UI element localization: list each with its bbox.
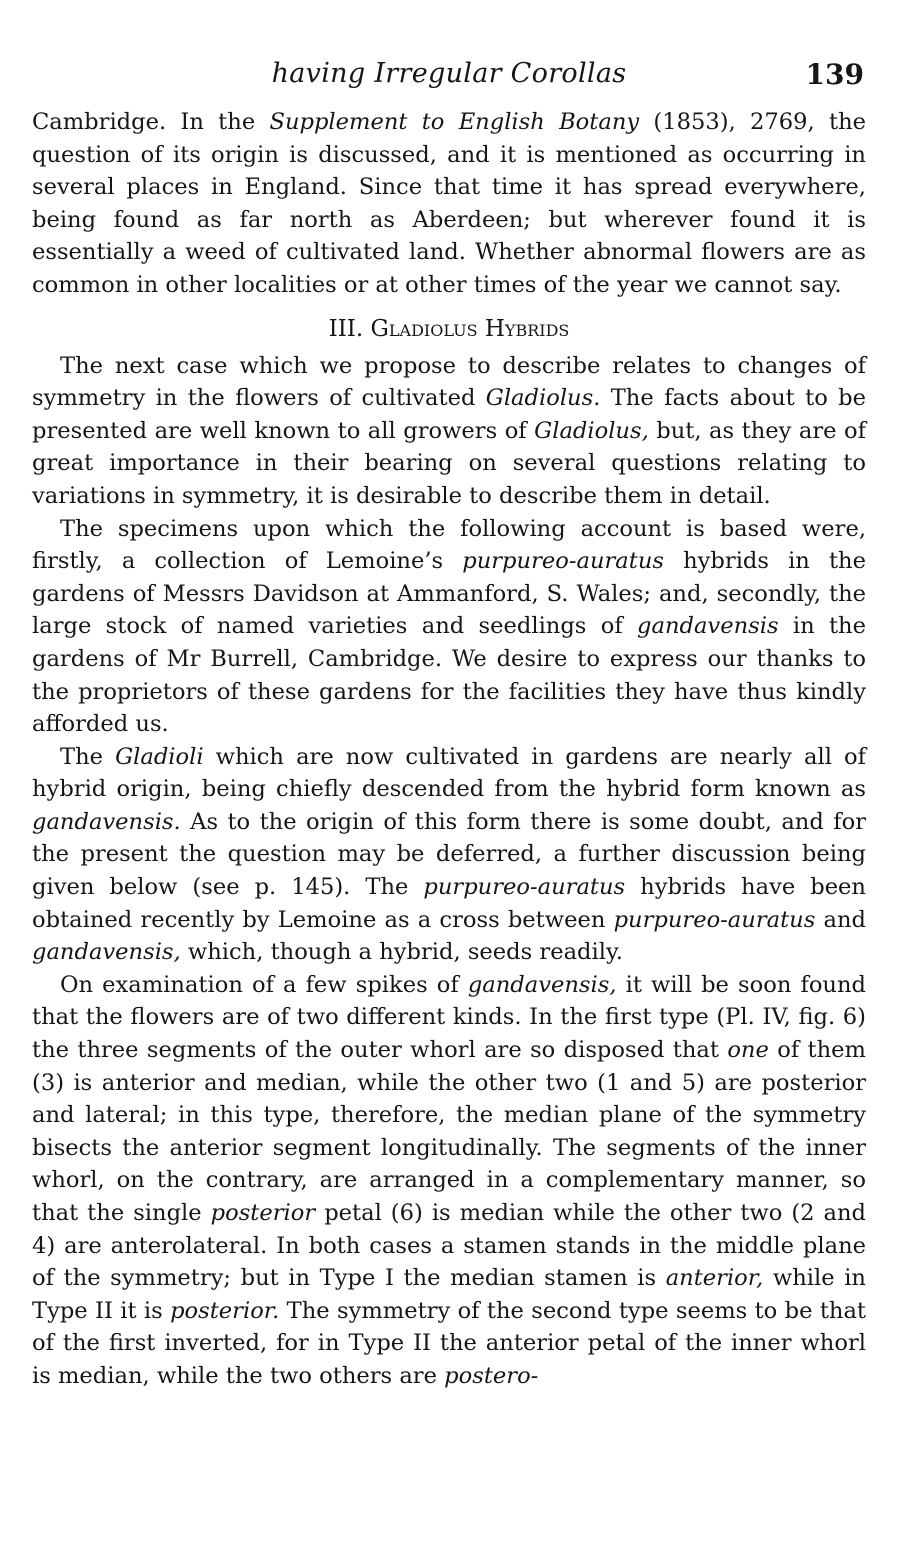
- italic-term: one: [727, 1037, 769, 1064]
- paragraph: [32, 350, 866, 513]
- text-run: The symmetry of the second type seems to be that of the first inverted, for in Type II the anterior petal of the inner whorl is median, while the two others are: [32, 1297, 866, 1389]
- text-run: hybrids in the gardens of Messrs Davidson at Ammanford, S. Wales; and, secondly, the large stock of named varieties and seedlings of: [32, 548, 866, 640]
- text-run: The specimens upon which the following account is based were, firstly, a collection of Lemoine’s: [32, 515, 866, 575]
- section-title: Gladiolus Hybrids: [370, 315, 570, 342]
- italic-term: Gladiolus.: [485, 385, 601, 412]
- text-run: while in Type II it is: [32, 1265, 866, 1324]
- italic-term: Gladioli: [115, 743, 204, 770]
- italic-term: Gladiolus,: [534, 417, 649, 444]
- italic-term: purpureo-auratus: [613, 906, 816, 933]
- section-number: III.: [328, 315, 364, 342]
- text-run: Cambridge. In the: [32, 109, 270, 135]
- italic-term: gandavensis,: [467, 971, 617, 998]
- text-run: The facts about to be presented are well known to all growers of: [32, 385, 866, 444]
- italic-term: purpureo-auratus: [423, 874, 626, 901]
- italic-term: gandavensis: [637, 613, 779, 640]
- italic-term: gandavensis.: [32, 808, 181, 835]
- paragraph-continued: [32, 106, 866, 302]
- paragraph: [32, 741, 866, 969]
- text-run: of them (3) is anterior and median, while the other two (1 and 5) are posterior and lateral; in this type, therefore, the median plane of the symmetry bisects the anterior segment longitudinally. The segments of the inner whorl, on the contrary, are arranged in a complementary manner, so that the single: [32, 1037, 866, 1226]
- italic-term: posterior.: [170, 1297, 280, 1324]
- italic-term: purpureo-auratus: [462, 548, 664, 575]
- italic-term: anterior,: [665, 1265, 764, 1292]
- running-head: [32, 58, 866, 98]
- text-run: and: [815, 906, 866, 933]
- italic-term: gandavensis,: [32, 939, 181, 966]
- text-run: As to the origin of this form there is some doubt, and for the present the question may be deferred, a further discussion being given below (see p. 145). The: [32, 808, 866, 901]
- paragraph: [32, 969, 866, 1393]
- italic-term: postero-: [444, 1362, 539, 1389]
- text-run: The: [60, 743, 116, 770]
- running-title: having Irregular Corollas: [271, 58, 627, 89]
- text-run: it will be soon found that the flowers are of two different kinds. In the first type (Pl. IV, fig. 6) the three segments of the outer whorl are so disposed that: [32, 971, 866, 1064]
- text-run: On examination of a few spikes of: [60, 971, 468, 998]
- page-number: 139: [805, 58, 864, 91]
- paragraph: [32, 513, 866, 741]
- text-run: petal (6) is median while the other two (2 and 4) are anterolateral. In both cases a stamen stands in the middle plane of the symmetry; but in Type I the median stamen is: [32, 1200, 866, 1292]
- text-run: hybrids have been obtained recently by Lemoine as a cross between: [32, 874, 866, 933]
- text-run: The next case which we propose to describe relates to changes of symmetry in the flowers of cultivated: [32, 352, 866, 412]
- italic-term: posterior: [210, 1200, 316, 1226]
- text-run: in the gardens of Mr Burrell, Cambridge. We desire to express our thanks to the proprietors of these gardens for the facilities they have thus kindly afforded us.: [32, 613, 866, 738]
- text-run: which are now cultivated in gardens are nearly all of hybrid origin, being chiefly descended from the hybrid form known as: [32, 743, 866, 803]
- book-title: Supplement to English Botany: [269, 109, 640, 135]
- text-run: (1853), 2769, the question of its origin is discussed, and it is mentioned as occurring in several places in England. Since that time it has spread everywhere, being found as far north as Aberdeen; but wherever found it is essentially a weed of cultivated land. Whether abnormal flowers are as common in other localities or at other times of the year we cannot say.: [32, 109, 866, 298]
- section-heading: [32, 314, 866, 344]
- text-run: which, though a hybrid, seeds readily.: [180, 939, 623, 966]
- text-run: but, as they are of great importance in their bearing on several questions relating to variations in symmetry, it is desirable to describe them in detail.: [32, 417, 866, 509]
